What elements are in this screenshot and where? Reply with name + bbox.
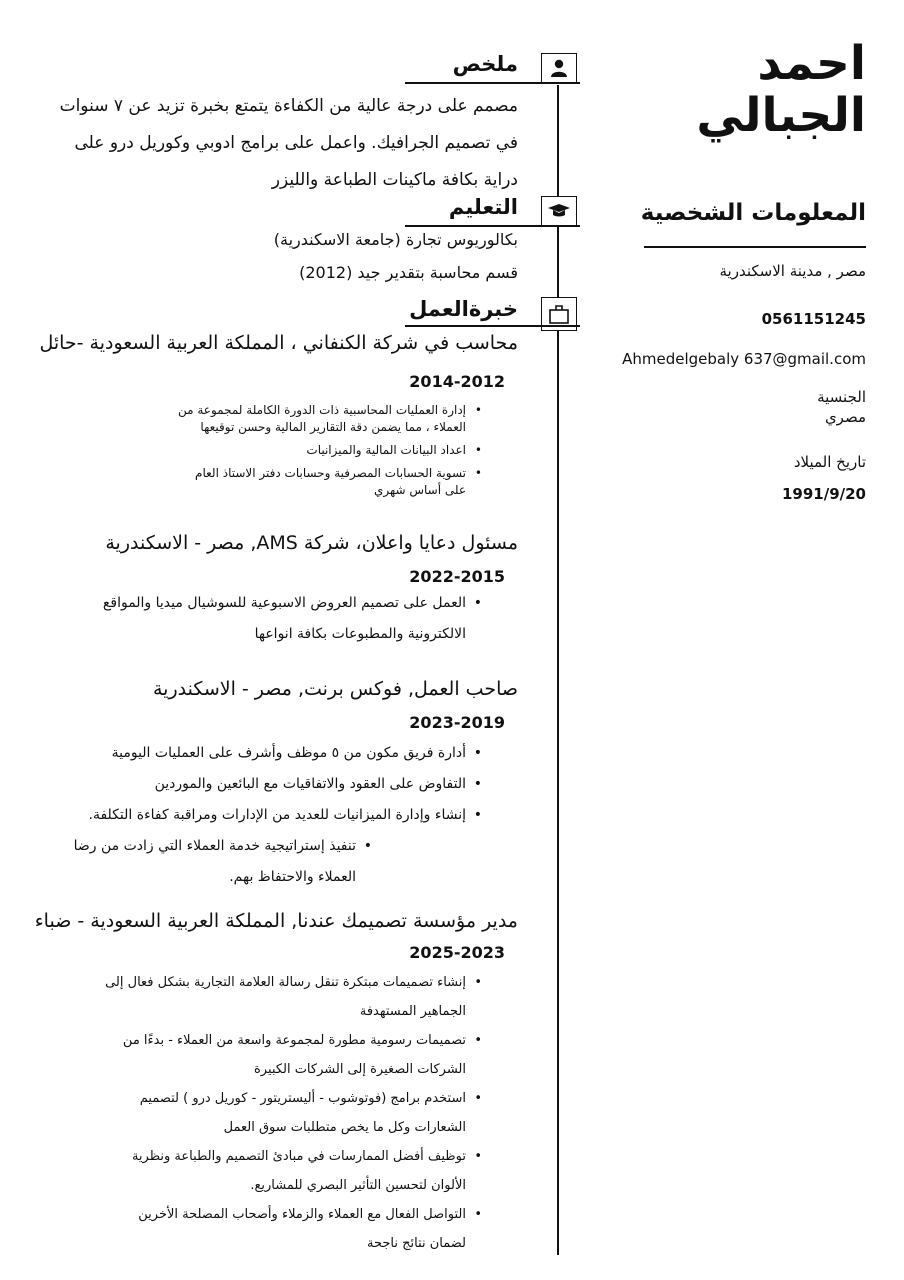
job-years: 2014-2012 xyxy=(409,372,505,391)
work-underline xyxy=(405,325,580,327)
list-item: • العمل على تصميم العروض الاسبوعية للسوشيال ميديا والمواقع الالكترونية والمطبوعات بكافة انواعها xyxy=(64,588,484,650)
personal-info-divider xyxy=(644,246,866,248)
person-name xyxy=(636,38,866,142)
birth-date-value: 1991/9/20 xyxy=(781,485,866,503)
name-first: احمد xyxy=(757,36,866,91)
job-years: 2023-2019 xyxy=(409,713,505,732)
phone: 0561151245 xyxy=(761,310,866,328)
email: Ahmedelgebaly 637@gmail.com xyxy=(622,350,866,368)
education-underline xyxy=(405,225,580,227)
nationality-label: الجنسية xyxy=(817,388,866,406)
birth-date-label: تاريخ الميلاد xyxy=(793,453,866,471)
address: مصر , مدينة الاسكندرية xyxy=(719,262,866,280)
job-bullets xyxy=(64,588,484,650)
job-title: مدير مؤسسة تصميمك عندنا, المملكة العربية السعودية - ضباء xyxy=(34,910,518,932)
list-item: • أدارة فريق مكون من ٥ موظف وأشرف على العمليات اليومية xyxy=(54,738,484,769)
job-years: 2022-2015 xyxy=(409,567,505,586)
list-item: • تسوية الحسابات المصرفية وحسابات دفتر الاستاذ العام على أساس شهري xyxy=(174,465,484,499)
person-icon xyxy=(541,53,577,83)
list-item: • تصميمات رسومية مطورة لمجموعة واسعة من العملاء - بدءًا من الشركات الصغيرة إلى الشركات الكبيرة xyxy=(104,1026,484,1084)
list-item: • إدارة العمليات المحاسبية ذات الدورة الكاملة لمجموعة من العملاء ، مما يضمن دقة التقارير المالية وحسن توقيعها xyxy=(174,402,484,436)
list-item: • إنشاء تصميمات مبتكرة تنقل رسالة العلامة التجارية بشكل فعال إلى الجماهير المستهدفة xyxy=(104,968,484,1026)
education-department: قسم محاسبة بتقدير جيد (2012) xyxy=(299,263,518,282)
name-last: الجبالي xyxy=(696,88,866,143)
job-title: مسئول دعايا واعلان، شركة AMS, مصر - الاسكندرية xyxy=(105,532,518,554)
list-item: • توظيف أفضل الممارسات في مبادئ التصميم والطباعة ونظرية الألوان لتحسين التأثير البصري للمشاريع. xyxy=(104,1142,484,1200)
summary-text: مصمم على درجة عالية من الكفاءة يتمتع بخبرة تزيد عن ٧ سنوات في تصميم الجرافيك. واعمل على برامج ادوبي وكوريل درو على دراية بكافة ماكينات الطباعة والليزر xyxy=(59,96,518,190)
summary-underline xyxy=(405,82,580,84)
list-item: • التفاوض على العقود والاتفاقيات مع البائعين والموردين xyxy=(54,769,484,800)
graduation-cap-icon xyxy=(541,196,577,226)
job-years: 2025-2023 xyxy=(409,943,505,962)
timeline-line xyxy=(557,85,559,1255)
list-item: • تنفيذ إستراتيجية خدمة العملاء التي زادت من رضا العملاء والاحتفاظ بهم. xyxy=(36,831,374,893)
education-degree: بكالوريوس تجارة (جامعة الاسكندرية) xyxy=(273,230,518,249)
job-bullets xyxy=(104,968,484,1258)
work-heading: خبرةالعمل xyxy=(409,297,518,321)
education-heading: التعليم xyxy=(448,195,518,219)
job-title: محاسب في شركة الكنفاني ، المملكة العربية السعودية -حائل xyxy=(39,332,518,354)
list-item: • اعداد البيانات المالية والميزانيات xyxy=(174,442,484,459)
job-bullets xyxy=(54,738,484,893)
list-item: • التواصل الفعال مع العملاء والزملاء وأصحاب المصلحة الأخرين لضمان نتائج ناجحة xyxy=(104,1200,484,1258)
summary-heading: ملخص xyxy=(452,52,518,76)
job-title: صاحب العمل, فوكس برنت, مصر - الاسكندرية xyxy=(152,678,518,700)
personal-info-heading: المعلومات الشخصية xyxy=(640,200,866,226)
job-bullets xyxy=(174,402,484,505)
list-item: • إنشاء وإدارة الميزانيات للعديد من الإدارات ومراقبة كفاءة التكلفة. xyxy=(54,800,484,831)
nationality-value: مصري xyxy=(824,408,866,426)
list-item: • استخدم برامج (فوتوشوب - أليستريتور - كوريل درو ) لتصميم الشعارات وكل ما يخص متطلبات سوق العمل xyxy=(104,1084,484,1142)
